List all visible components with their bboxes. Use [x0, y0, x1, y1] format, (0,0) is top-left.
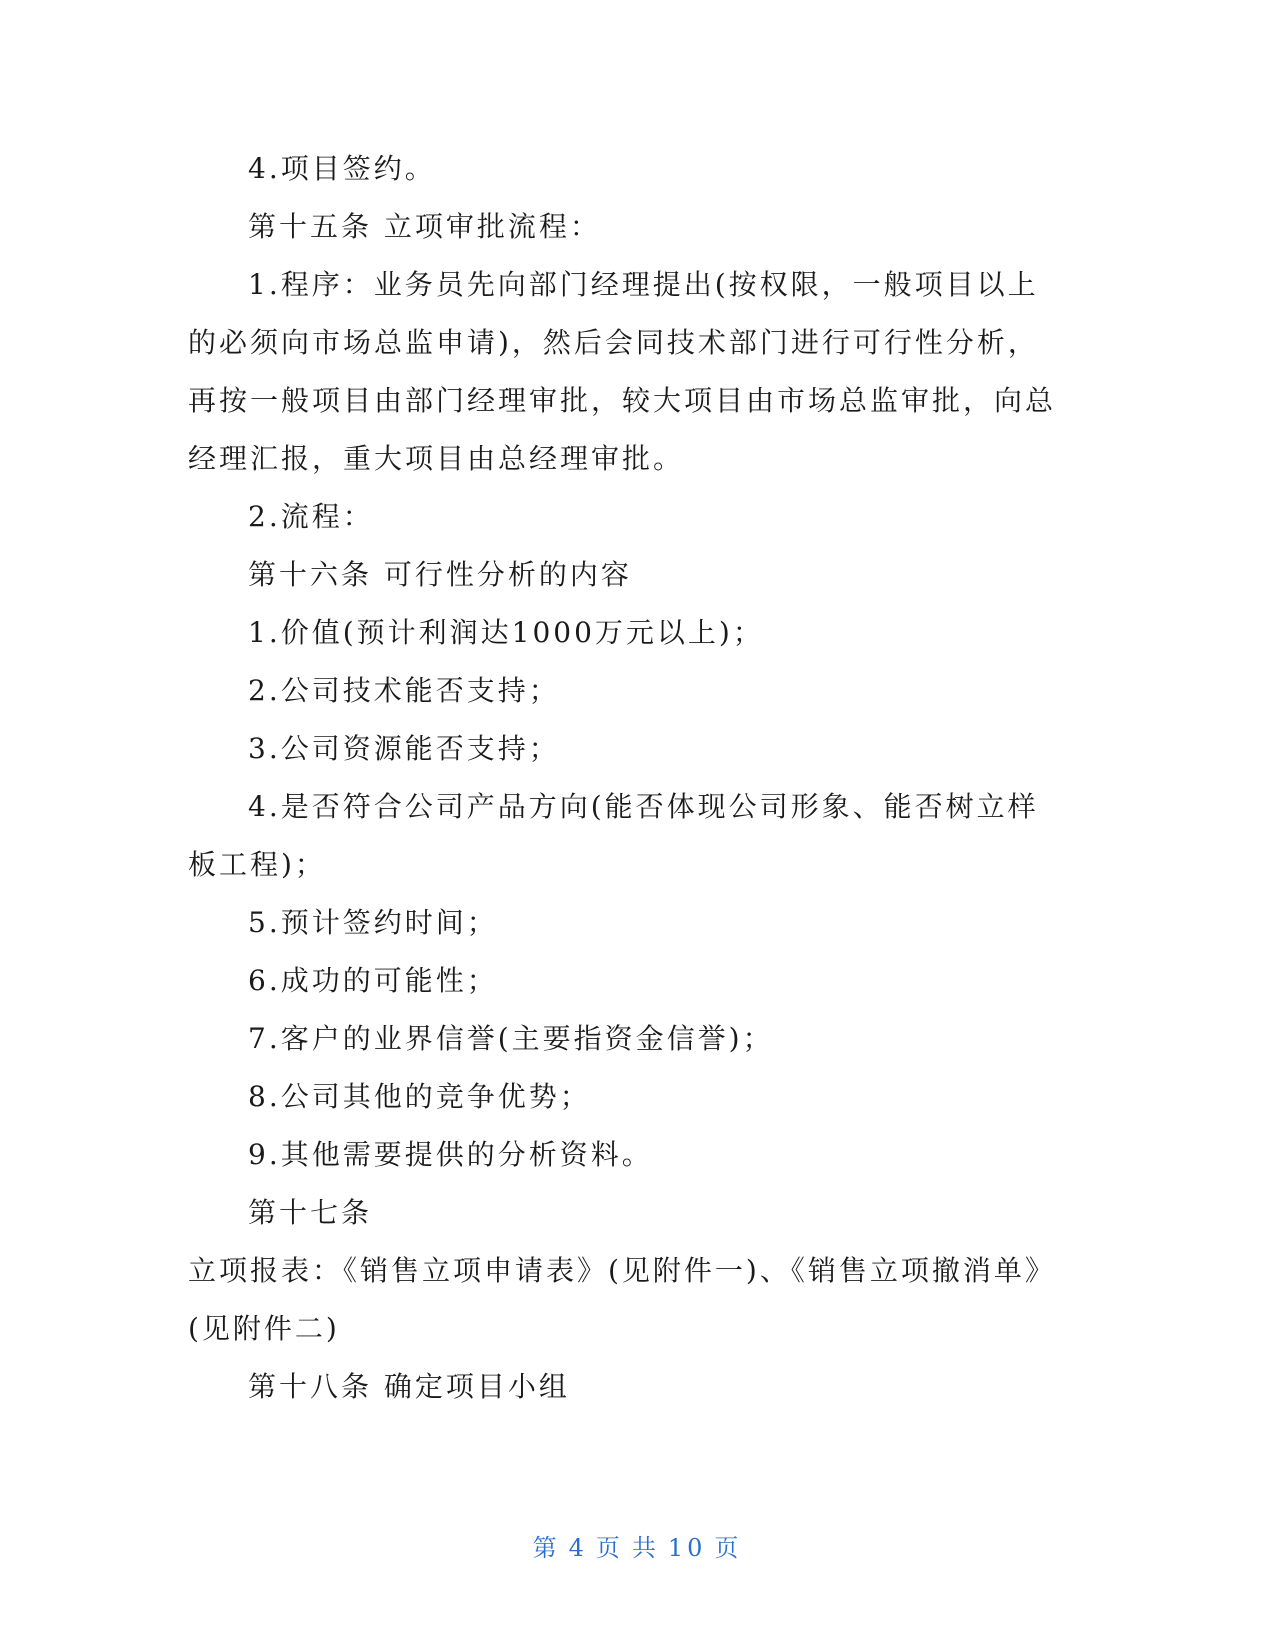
footer-prefix: 第 [532, 1534, 561, 1562]
list-item-tech-support: 2.公司技术能否支持； [248, 674, 560, 707]
list-item-other-materials: 9.其他需要提供的分析资料。 [248, 1138, 653, 1171]
footer-total-prefix: 共 [631, 1534, 660, 1562]
list-item-resource-support: 3.公司资源能否支持； [248, 732, 560, 765]
footer-suffix: 页 [714, 1534, 743, 1562]
article-16-heading: 第十六条 可行性分析的内容 [248, 558, 632, 591]
article-17-heading: 第十七条 [248, 1196, 373, 1229]
footer-current-page: 4 [568, 1534, 588, 1562]
list-item-competitive-advantage: 8.公司其他的竞争优势； [248, 1080, 591, 1113]
list-item-value: 1.价值(预计利润达1000万元以上)； [248, 616, 764, 649]
article-15-heading: 第十五条 立项审批流程： [248, 210, 601, 243]
footer-total-pages: 10 [667, 1534, 707, 1562]
list-item-product-direction: 4.是否符合公司产品方向(能否体现公司形象、能否树立样板工程)； [188, 790, 1039, 881]
paragraph-flow: 2.流程： [248, 500, 374, 533]
document-body [188, 140, 1068, 1416]
footer-page-word: 页 [595, 1534, 624, 1562]
paragraph-procedure: 1.程序：业务员先向部门经理提出(按权限，一般项目以上的必须向市场总监申请)，然后会同技术部门进行可行性分析，再按一般项目由部门经理审批，较大项目由市场总监审批，向总经理汇报，重大项目由总经理审批。 [188, 268, 1057, 475]
paragraph-1: 4.项目签约。 [248, 152, 436, 185]
list-item-client-reputation: 7.客户的业界信誉(主要指资金信誉)； [248, 1022, 774, 1055]
list-item-success-chance: 6.成功的可能性； [248, 964, 498, 997]
list-item-sign-time: 5.预计签约时间； [248, 906, 498, 939]
article-18-heading: 第十八条 确定项目小组 [248, 1370, 570, 1403]
page-footer [0, 1528, 1275, 1563]
paragraph-report-forms: 立项报表：《销售立项申请表》(见附件一)、《销售立项撤消单》(见附件二) [188, 1254, 1056, 1345]
